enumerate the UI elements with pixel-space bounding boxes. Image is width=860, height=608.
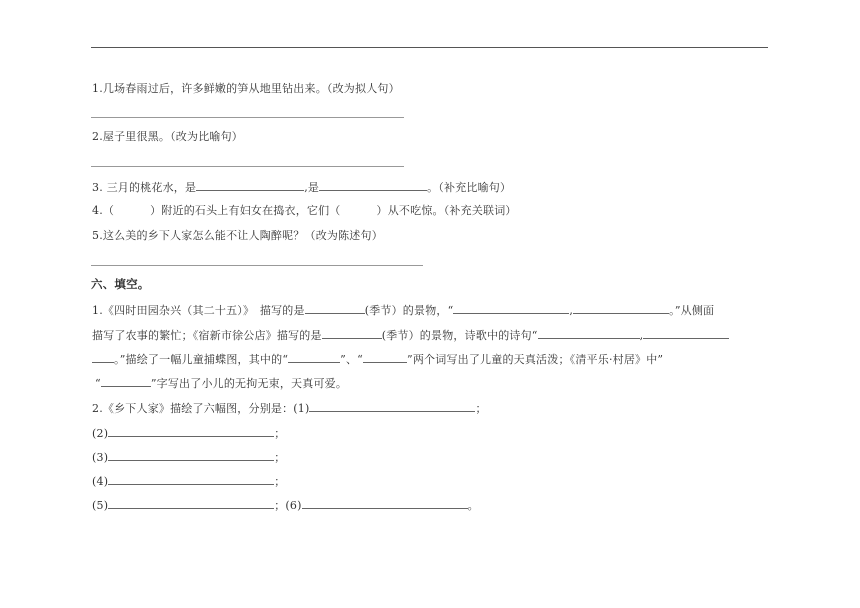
fill-2-line-4 (92, 474, 285, 489)
question-1 (92, 82, 400, 96)
section-6-heading: 六、填空。 (91, 277, 150, 291)
fill-1-text-h: 。”描绘了一幅儿童捕蝶图，其中的“ (114, 353, 289, 366)
blank-scene-2[interactable] (108, 426, 274, 437)
fill-1-text-g: , (639, 329, 644, 342)
blank-poem-2b[interactable] (643, 328, 729, 339)
question-3-text-b: ,是 (304, 181, 320, 194)
question-5 (92, 229, 383, 243)
fill-2-line-2 (92, 426, 285, 441)
question-3 (92, 180, 511, 195)
question-4-text-a: 4.（ (92, 204, 115, 217)
question-5-text: 5.这么美的乡下人家怎么能不让人陶醉呢？（改为陈述句） (92, 229, 383, 242)
fill-2-line-5 (92, 498, 479, 513)
answer-line-1[interactable] (91, 117, 404, 118)
fill-1-line-2 (92, 328, 729, 343)
answer-line-2[interactable] (91, 166, 404, 167)
question-2 (92, 130, 243, 144)
fill-2-text: 2.《乡下人家》描绘了六幅图，分别是：(1) (92, 402, 310, 415)
fill-1-line-3 (92, 352, 663, 367)
blank-poem-2a[interactable] (538, 328, 640, 339)
question-4-text-c: ）从不吃惊。（补充关联词） (376, 204, 517, 217)
blank-scene-4[interactable] (108, 474, 274, 485)
fill-1-text-b: (季节）的景物，“ (364, 304, 454, 317)
scene-4-label: (4) (92, 475, 109, 488)
question-3-text-a: 3. 三月的桃花水，是 (92, 181, 197, 194)
blank-poem-1b[interactable] (573, 303, 669, 314)
question-4 (92, 204, 517, 218)
blank-word-2[interactable] (363, 352, 407, 363)
blank-scene-3[interactable] (108, 450, 274, 461)
blank-3a[interactable] (196, 180, 304, 191)
blank-poem-2c[interactable] (92, 352, 114, 363)
fill-1-text-i: ”、“ (340, 353, 364, 366)
fill-2-line-1 (92, 401, 487, 416)
question-3-text-c: 。（补充比喻句） (427, 181, 512, 194)
blank-season-1[interactable] (305, 303, 365, 314)
blank-poem-1a[interactable] (453, 303, 569, 314)
question-2-text: 2.屋子里很黑。（改为比喻句） (92, 130, 243, 143)
blank-3b[interactable] (319, 180, 427, 191)
blank-season-2[interactable] (322, 328, 382, 339)
answer-line-5[interactable] (91, 265, 423, 266)
semicolon: ； (274, 475, 286, 488)
fill-1-line-1 (92, 303, 714, 318)
scene-3-label: (3) (92, 451, 109, 464)
scene-5-label: (5) (92, 499, 109, 512)
period: 。 (467, 499, 479, 512)
fill-1-text-a: 1.《四时田园杂兴（其二十五）》 描写的是 (92, 304, 305, 317)
scene-6-label: ；(6) (274, 499, 302, 512)
scene-2-label: (2) (92, 427, 109, 440)
blank-word-3[interactable] (101, 376, 151, 387)
blank-scene-6[interactable] (302, 498, 468, 509)
blank-scene-5[interactable] (108, 498, 274, 509)
fill-1-line-4 (95, 376, 347, 391)
fill-1-text-d: 。”从侧面 (669, 304, 715, 317)
fill-1-text-c: , (569, 304, 574, 317)
fill-1-text-e: 描写了农事的繁忙；《宿新市徐公店》描写的是 (92, 329, 322, 342)
question-4-text-b: ）附近的石头上有妇女在捣衣，它们（ (150, 204, 341, 217)
semicolon: ； (274, 427, 286, 440)
blank-word-1[interactable] (288, 352, 340, 363)
fill-1-text-j: ”两个词写出了儿童的天真活泼；《清平乐·村居》中” (407, 353, 664, 366)
question-1-text: 1.几场春雨过后，许多鲜嫩的笋从地里钻出来。（改为拟人句） (92, 82, 400, 95)
semicolon: ； (475, 402, 487, 415)
blank-scene-1[interactable] (309, 401, 475, 412)
fill-1-text-l: ”字写出了小儿的无拘无束，天真可爱。 (150, 377, 348, 390)
fill-1-text-k: “ (95, 377, 101, 390)
fill-1-text-f: (季节）的景物，诗歌中的诗句“ (381, 329, 538, 342)
header-rule (91, 47, 768, 48)
semicolon: ； (274, 451, 286, 464)
fill-2-line-3 (92, 450, 285, 465)
